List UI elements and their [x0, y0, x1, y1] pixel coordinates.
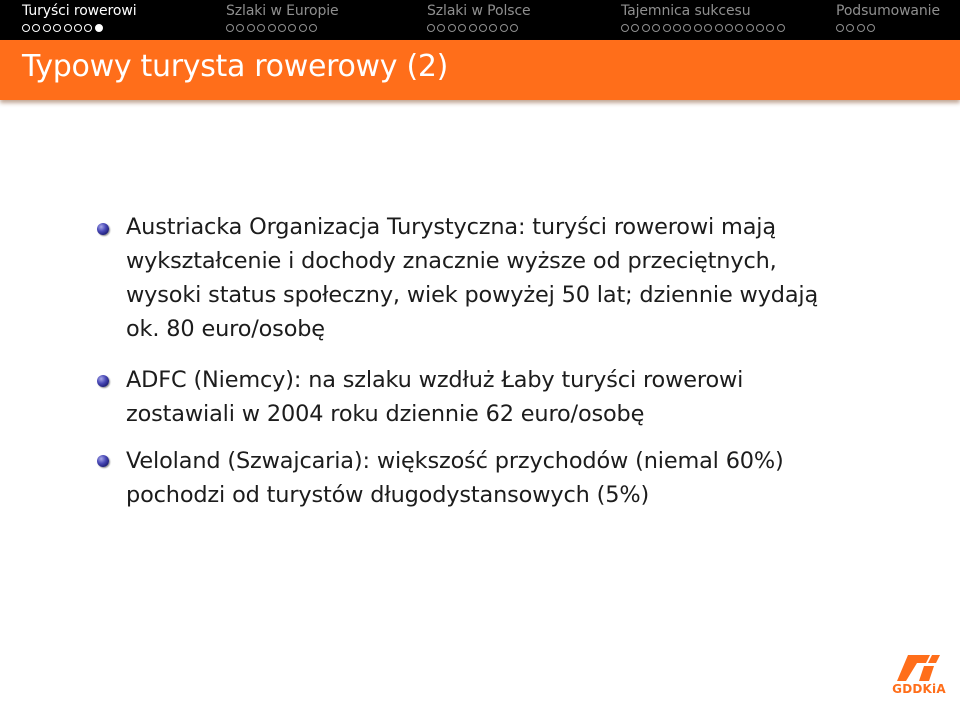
nav-dot-icon[interactable]: [715, 24, 723, 32]
nav-dot-icon[interactable]: [735, 24, 743, 32]
nav-dot-icon[interactable]: [43, 24, 51, 32]
list-item-line: Austriacka Organizacja Turystyczna: turyści rowerowi mają: [126, 214, 776, 240]
nav-dot-icon[interactable]: [621, 24, 629, 32]
nav-dot-icon[interactable]: [22, 24, 30, 32]
nav-dot-icon[interactable]: [631, 24, 639, 32]
nav-dot-icon[interactable]: [427, 24, 435, 32]
nav-dot-icon[interactable]: [857, 24, 865, 32]
nav-dot-icon[interactable]: [226, 24, 234, 32]
nav-dot-icon[interactable]: [479, 24, 487, 32]
list-item-line: ADFC (Niemcy): na szlaku wzdłuż Łaby turyści rowerowi: [126, 367, 744, 393]
list-item-line: Veloland (Szwajcaria): większość przychodów (niemal 60%): [126, 448, 784, 474]
nav-section-tajemnica[interactable]: [621, 0, 801, 40]
list-item: [126, 363, 886, 431]
nav-dot-icon[interactable]: [257, 24, 265, 32]
nav-section-szlaki-europa[interactable]: [226, 0, 396, 40]
nav-dot-icon[interactable]: [95, 24, 103, 32]
nav-dot-icon[interactable]: [437, 24, 445, 32]
nav-dot-icon[interactable]: [458, 24, 466, 32]
list-item-line: zostawiali w 2004 roku dziennie 62 euro/osobę: [126, 401, 645, 427]
nav-dot-icon[interactable]: [288, 24, 296, 32]
nav-section-title[interactable]: Podsumowanie: [836, 3, 940, 19]
nav-section-dots: [427, 24, 518, 34]
nav-dot-icon[interactable]: [268, 24, 276, 32]
nav-dot-icon[interactable]: [746, 24, 754, 32]
nav-dot-icon[interactable]: [247, 24, 255, 32]
nav-dot-icon[interactable]: [846, 24, 854, 32]
list-item-line: wysoki status społeczny, wiek powyżej 50 lat; dziennie wydają: [126, 282, 819, 308]
nav-dot-icon[interactable]: [510, 24, 518, 32]
nav-dot-icon[interactable]: [489, 24, 497, 32]
nav-dot-icon[interactable]: [867, 24, 875, 32]
nav-dot-icon[interactable]: [53, 24, 61, 32]
nav-dot-icon[interactable]: [642, 24, 650, 32]
nav-section-title[interactable]: Szlaki w Europie: [226, 3, 339, 19]
bullet-icon: [97, 375, 109, 387]
nav-section-title[interactable]: Turyści rowerowi: [22, 3, 137, 19]
frame-title-bar: [0, 40, 960, 100]
nav-section-podsumowanie[interactable]: [836, 0, 956, 40]
gddkia-logo: [884, 650, 954, 698]
nav-section-dots: [226, 24, 317, 34]
list-item-line: wykształcenie i dochody znacznie wyższe od przeciętnych,: [126, 248, 777, 274]
navigation-bar: [0, 0, 960, 40]
nav-dot-icon[interactable]: [32, 24, 40, 32]
nav-dot-icon[interactable]: [74, 24, 82, 32]
nav-dot-icon[interactable]: [836, 24, 844, 32]
nav-section-dots: [22, 24, 103, 34]
list-item: [126, 444, 886, 512]
nav-dot-icon[interactable]: [756, 24, 764, 32]
road-logo-icon: [884, 650, 954, 684]
nav-dot-icon[interactable]: [500, 24, 508, 32]
list-item-line: ok. 80 euro/osobę: [126, 316, 325, 342]
nav-dot-icon[interactable]: [704, 24, 712, 32]
nav-dot-icon[interactable]: [469, 24, 477, 32]
nav-dot-icon[interactable]: [777, 24, 785, 32]
nav-dot-icon[interactable]: [673, 24, 681, 32]
nav-section-title[interactable]: Szlaki w Polsce: [427, 3, 531, 19]
page-title: Typowy turysta rowerowy (2): [22, 49, 449, 84]
nav-dot-icon[interactable]: [683, 24, 691, 32]
nav-dot-icon[interactable]: [299, 24, 307, 32]
nav-section-turysci[interactable]: [22, 0, 192, 40]
nav-dot-icon[interactable]: [652, 24, 660, 32]
nav-dot-icon[interactable]: [84, 24, 92, 32]
nav-dot-icon[interactable]: [278, 24, 286, 32]
nav-dot-icon[interactable]: [236, 24, 244, 32]
nav-dot-icon[interactable]: [663, 24, 671, 32]
nav-dot-icon[interactable]: [64, 24, 72, 32]
nav-dot-icon[interactable]: [448, 24, 456, 32]
logo-text: GDDKiA: [892, 682, 946, 696]
nav-dot-icon[interactable]: [725, 24, 733, 32]
nav-section-dots: [621, 24, 785, 34]
list-item-line: pochodzi od turystów długodystansowych (5%): [126, 482, 650, 508]
nav-dot-icon[interactable]: [694, 24, 702, 32]
bullet-icon: [97, 223, 109, 235]
nav-dot-icon[interactable]: [309, 24, 317, 32]
nav-dot-icon[interactable]: [766, 24, 774, 32]
nav-section-dots: [836, 24, 875, 34]
nav-section-title[interactable]: Tajemnica sukcesu: [621, 3, 751, 19]
list-item: [126, 210, 886, 346]
bullet-icon: [97, 455, 109, 467]
nav-section-szlaki-polska[interactable]: [427, 0, 597, 40]
